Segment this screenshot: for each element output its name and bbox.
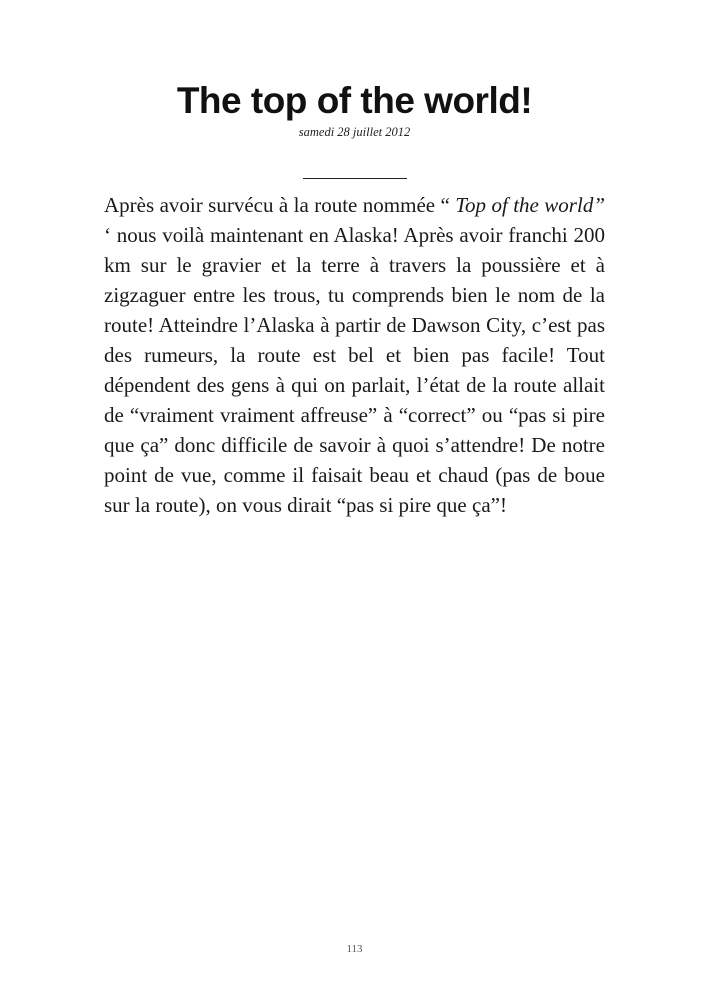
page-number: 113 <box>346 943 363 955</box>
paragraph-text-rest: ‘ nous voilà maintenant en Alaska! Après avoir franchi 200 km sur le gravier et la terre à travers la poussière et à zigzaguer entre les trous, tu comprends bien le nom de la route! Atteindre l’Alaska à partir de Dawson City, c’est pas des rumeurs, la route est bel et bien pas facile! Tout dépendent des gens à qui on parlait, l’état de la route allait de “vraiment vraiment affreuse” à “correct” ou “pas si pire que ça” donc difficile de savoir à quoi s’attendre! De notre point de vue, comme il faisait beau et chaud (pas de boue sur la route), on vous dirait “pas si pire que ça”! <box>104 223 605 517</box>
post-date: samedi 28 juillet 2012 <box>298 125 411 139</box>
page-title: The top of the world! <box>176 80 533 121</box>
article-paragraph <box>104 190 605 520</box>
title-divider <box>303 178 407 179</box>
paragraph-text-start: Après avoir survécu à la route nommée “ <box>104 193 456 217</box>
road-name-italic: Top of the world” <box>455 193 605 217</box>
